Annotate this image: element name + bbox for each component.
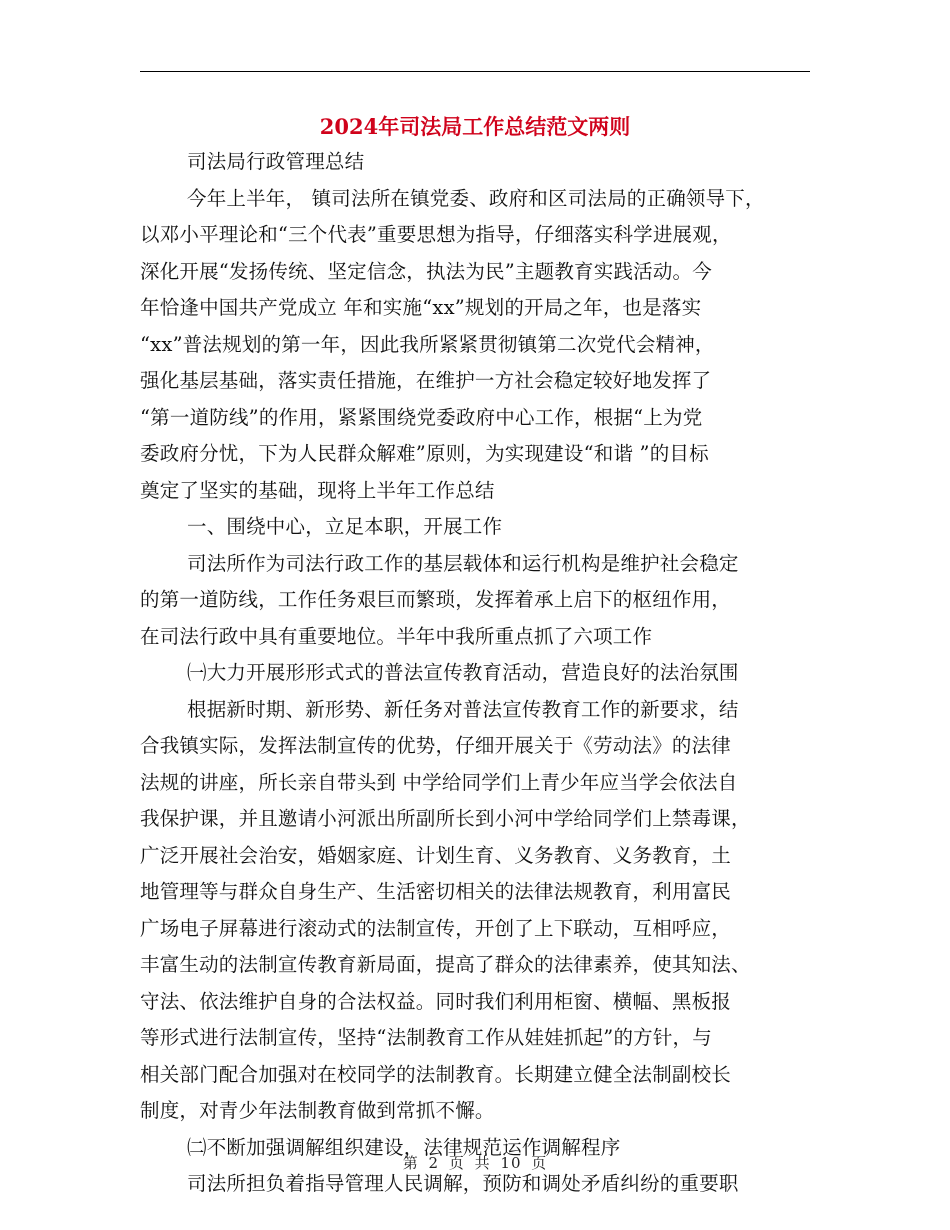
text-line: 等形式进行法制宣传，坚持“法制教育工作从娃娃抓起”的方针，与 [140,1026,712,1049]
text-line: 地管理等与群众自身生产、生活密切相关的法律法规教育，利用富民 [140,880,732,903]
document-title: 2024年司法局工作总结范文两则 [319,114,631,139]
text-line: ㈠大力开展形形式式的普法宣传教育活动，营造良好的法治氛围 [187,661,739,684]
text-line: 广场电子屏幕进行滚动式的法制宣传，开创了上下联动，互相呼应， [140,916,732,940]
footer-total-word: 页 [531,1154,548,1172]
text-line: “第一道防线”的作用，紧紧围绕党委政府中心工作，根据“上为党 [140,405,703,429]
text-line: 制度，对青少年法制教育做到常抓不懈。 [140,1099,495,1122]
text-line: 深化开展“发扬传统、坚定信念，执法为民”主题教育实践活动。今 [140,259,712,283]
text-line: 合我镇实际，发挥法制宣传的优势，仔细开展关于《劳动法》的法律 [140,734,732,757]
footer-total-prefix: 共 [474,1154,491,1172]
footer-page-number: 2 [428,1154,440,1172]
text-line: 司法局行政管理总结 [187,150,365,173]
text-line: 守法、依法维护自身的合法权益。同时我们利用柜窗、横幅、黑板报 [140,989,732,1013]
text-line: 广泛开展社会治安，婚姻家庭、计划生育、义务教育、义务教育，土 [140,843,732,867]
text-line: 法规的讲座，所长亲自带头到 中学给同学们上青少年应当学会依法自 [140,770,738,794]
text-line: 强化基层基础，落实责任措施，在维护一方社会稳定较好地发挥了 [140,369,712,392]
document-body [140,144,816,1203]
text-line: 委政府分忧，下为人民群众解难”原则，为实现建设“和谐 ”的目标 [140,442,709,465]
text-line: 司法所作为司法行政工作的基层载体和运行机构是维护社会稳定 [187,551,739,575]
text-line: 我保护课，并且邀请小河派出所副所长到小河中学给同学们上禁毒课， [140,807,751,830]
header-rule [140,71,810,72]
text-line: “xx”普法规划的第一年，因此我所紧紧贯彻镇第二次党代会精神， [140,332,715,356]
text-line: 今年上半年， 镇司法所在镇党委、政府和区司法局的正确领导下， [187,186,765,210]
text-line: 司法所担负着指导管理人民调解，预防和调处矛盾纠纷的重要职 [187,1172,739,1195]
footer-total-pages: 10 [500,1154,522,1172]
text-line: 根据新时期、新形势、新任务对普法宣传教育工作的新要求，结 [187,697,739,721]
text-line: ㈡不断加强调解组织建设，法律规范运作调解程序 [187,1135,621,1159]
text-line: 奠定了坚实的基础，现将上半年工作总结 [140,478,495,502]
footer-page-prefix: 第 [402,1154,419,1172]
text-line: 以邓小平理论和“三个代表”重要思想为指导，仔细落实科学进展观， [140,223,732,246]
text-line: 丰富生动的法制宣传教育新局面，提高了群众的法律素养，使其知法、 [140,953,751,976]
text-line: 年恰逢中国共产党成立 年和实施“xx”规划的开局之年，也是落实 [140,296,702,319]
text-line: 相关部门配合加强对在校同学的法制教育。长期建立健全法制副校长 [140,1062,732,1086]
text-line: 在司法行政中具有重要地位。半年中我所重点抓了六项工作 [140,624,653,648]
page-footer [0,1152,950,1173]
footer-page-word: 页 [448,1154,465,1172]
text-line: 的第一道防线，工作任务艰巨而繁琐，发挥着承上启下的枢纽作用， [140,588,732,611]
text-line: 一、围绕中心，立足本职，开展工作 [187,515,503,538]
